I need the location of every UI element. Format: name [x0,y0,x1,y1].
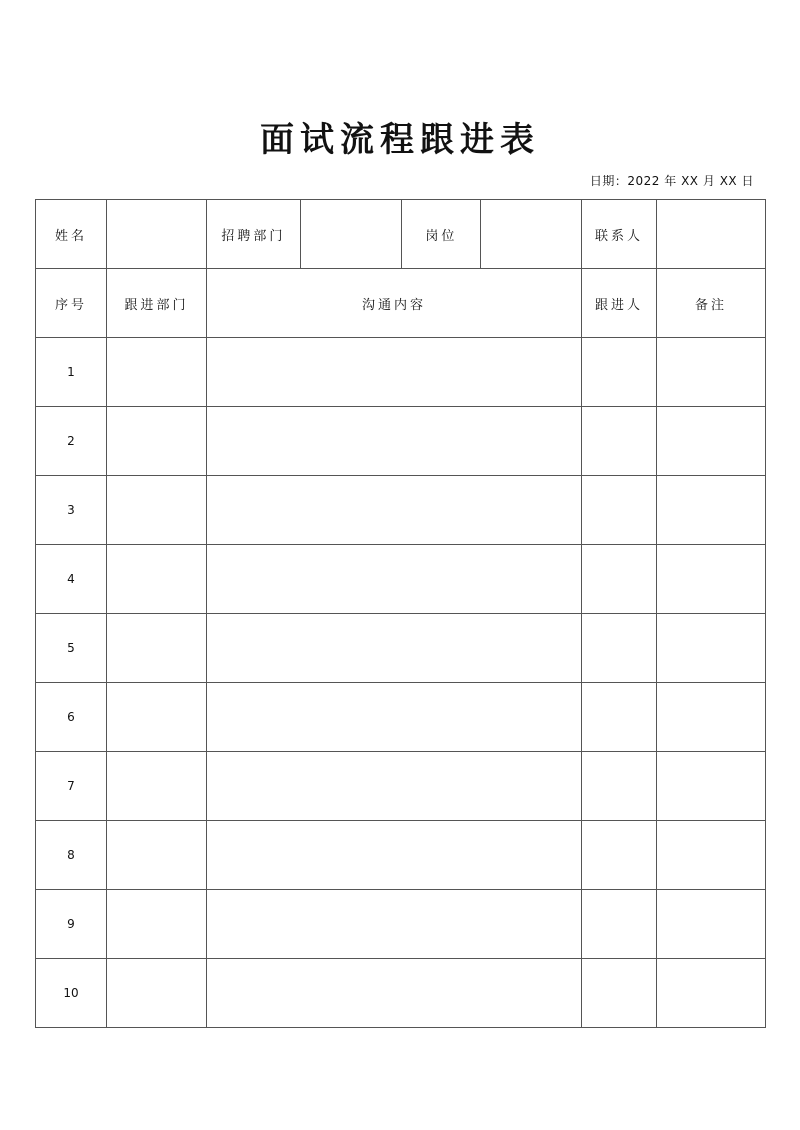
date-day-unit: 日 [741,174,754,188]
name-label-cell [36,200,107,269]
content-cell[interactable] [207,821,582,890]
remark-cell[interactable] [657,890,766,959]
dept-label: 招聘部门 [221,228,286,244]
remark-cell[interactable] [657,545,766,614]
dept-value-cell[interactable] [300,200,402,268]
table-row [36,821,766,890]
table-row [36,476,766,545]
dept-cell[interactable] [107,752,207,821]
row-number: 4 [67,571,75,586]
position-label-cell [401,200,480,268]
seq-cell [36,821,107,890]
position-value-cell[interactable] [480,200,581,268]
dept-header-label: 跟进部门 [124,297,189,313]
row-number: 1 [67,364,75,379]
follow-up-table [35,199,766,1028]
person-cell[interactable] [582,752,657,821]
content-cell[interactable] [207,476,582,545]
seq-cell [36,890,107,959]
table-row [36,338,766,407]
person-header-label: 跟进人 [594,297,643,313]
person-cell[interactable] [582,338,657,407]
date-year: 2022 [627,174,660,188]
table-row [36,683,766,752]
dept-cell[interactable] [107,890,207,959]
remark-cell[interactable] [657,752,766,821]
content-cell[interactable] [207,959,582,1028]
seq-cell [36,683,107,752]
table-row [36,959,766,1028]
row-number: 6 [67,709,75,724]
dept-label-cell [207,200,300,268]
row-number: 7 [67,778,75,793]
content-cell[interactable] [207,545,582,614]
table-row [36,407,766,476]
content-cell[interactable] [207,752,582,821]
seq-cell [36,752,107,821]
seq-header [36,269,107,338]
content-cell[interactable] [207,683,582,752]
person-cell[interactable] [582,545,657,614]
remark-header-label: 备注 [694,297,727,313]
contact-label-cell [582,200,657,269]
remark-cell[interactable] [657,614,766,683]
seq-cell [36,545,107,614]
seq-cell [36,614,107,683]
table-row [36,545,766,614]
content-cell[interactable] [207,338,582,407]
date-year-unit: 年 [664,174,677,188]
date-month: XX [681,174,699,188]
person-cell[interactable] [582,683,657,752]
position-label: 岗位 [425,228,458,244]
header-row [36,269,766,338]
remark-header [657,269,766,338]
dept-cell[interactable] [107,821,207,890]
row-number: 8 [67,847,75,862]
date-label: 日期： [589,174,628,188]
content-cell[interactable] [207,614,582,683]
remark-cell[interactable] [657,338,766,407]
seq-header-label: 序号 [54,297,87,313]
form-title: 面试流程跟进表 [260,120,540,160]
row-number: 3 [67,502,75,517]
remark-cell[interactable] [657,476,766,545]
seq-cell [36,476,107,545]
seq-cell [36,338,107,407]
remark-cell[interactable] [657,683,766,752]
person-header [582,269,657,338]
table-row [36,890,766,959]
name-label: 姓名 [54,228,87,244]
row-number: 5 [67,640,75,655]
person-cell[interactable] [582,614,657,683]
content-header-label: 沟通内容 [361,297,426,313]
row-number: 9 [67,916,75,931]
remark-cell[interactable] [657,407,766,476]
person-cell[interactable] [582,821,657,890]
row-number: 2 [67,433,75,448]
row-number: 10 [63,985,79,1000]
contact-value-cell[interactable] [657,200,766,269]
dept-cell[interactable] [107,476,207,545]
dept-cell[interactable] [107,338,207,407]
remark-cell[interactable] [657,821,766,890]
date-day: XX [719,174,738,188]
person-cell[interactable] [582,407,657,476]
dept-header [107,269,207,338]
dept-cell[interactable] [107,407,207,476]
dept-cell[interactable] [107,545,207,614]
seq-cell [36,959,107,1028]
dept-cell[interactable] [107,959,207,1028]
info-middle-cell [207,200,582,269]
content-cell[interactable] [207,890,582,959]
table-row [36,752,766,821]
contact-label: 联系人 [594,228,643,244]
table-row [36,614,766,683]
date-month-unit: 月 [702,174,716,188]
content-header [207,269,582,338]
person-cell[interactable] [582,890,657,959]
person-cell[interactable] [582,476,657,545]
person-cell[interactable] [582,959,657,1028]
date-line [590,172,754,190]
content-cell[interactable] [207,407,582,476]
remark-cell[interactable] [657,959,766,1028]
seq-cell [36,407,107,476]
dept-cell[interactable] [107,614,207,683]
info-row [36,200,766,269]
name-value-cell[interactable] [107,200,207,269]
dept-cell[interactable] [107,683,207,752]
